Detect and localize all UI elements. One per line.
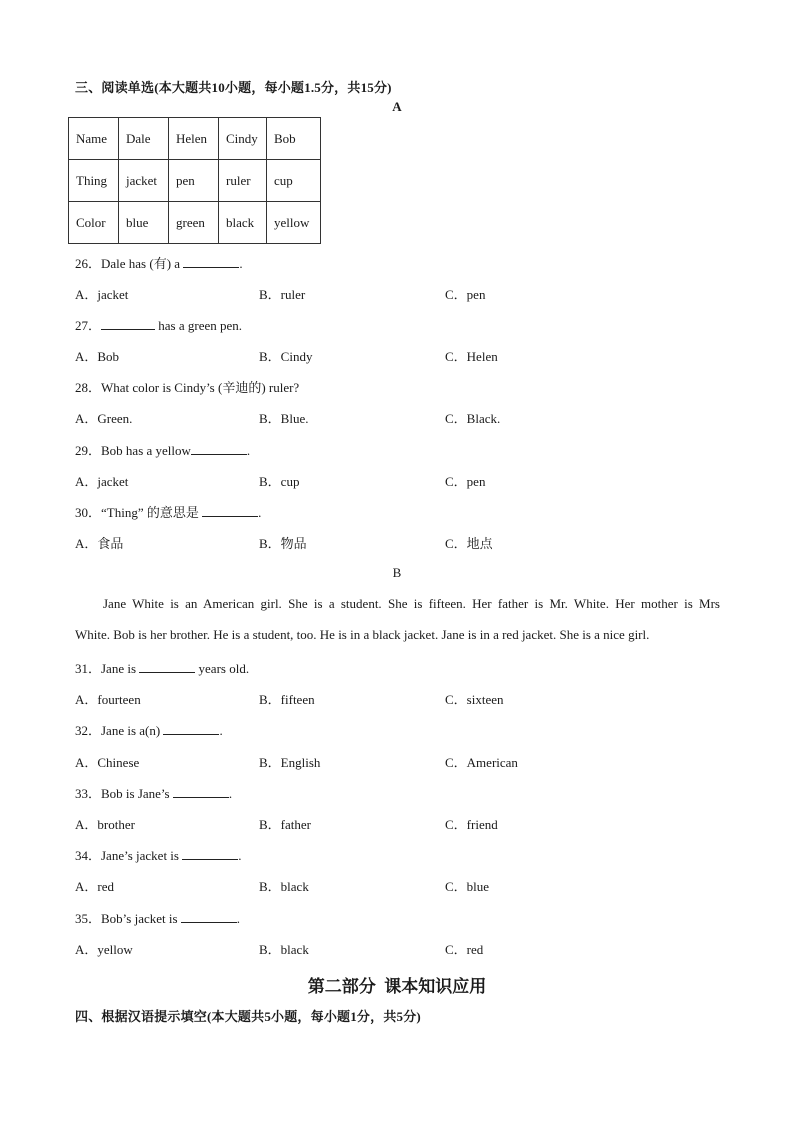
option-c: C．friend	[445, 817, 498, 832]
question-stem-end: .	[238, 848, 242, 863]
option-c: C．pen	[445, 474, 486, 489]
table-cell: yellow	[267, 202, 321, 244]
option-b: B．English	[259, 755, 321, 770]
question-stem: 30．“Thing” 的意思是	[75, 505, 203, 520]
answer-blank	[181, 910, 237, 923]
option-c: C．red	[445, 942, 484, 957]
question-29	[75, 440, 250, 459]
option-a: A．食品	[75, 536, 124, 551]
table-cell: ruler	[219, 160, 267, 202]
question-stem: 34．Jane’s jacket is	[75, 848, 183, 863]
answer-blank	[173, 785, 229, 798]
question-stem: 29．Bob has a yellow	[75, 443, 191, 458]
question-stem-end: years old.	[195, 661, 250, 676]
question-stem-end: has a green pen.	[155, 318, 243, 333]
passage-b-label: B	[392, 565, 402, 580]
question-26	[75, 253, 243, 272]
option-b: B．black	[259, 942, 309, 957]
passage-b-line-2: White. Bob is her brother. He is a student, too. He is in a black jacket. Jane is in a red jacket. She is a nice girl.	[75, 627, 650, 642]
option-a: A．jacket	[75, 474, 129, 489]
option-a: A．Bob	[75, 349, 120, 364]
option-b: B．ruler	[259, 287, 306, 302]
option-a: A．Chinese	[75, 755, 140, 770]
answer-blank	[191, 442, 247, 455]
option-b: B．物品	[259, 536, 307, 551]
table-cell: Dale	[119, 118, 169, 160]
option-a: A．jacket	[75, 287, 129, 302]
table-row	[69, 118, 321, 160]
option-c: C．sixteen	[445, 692, 504, 707]
option-a: A．fourteen	[75, 692, 141, 707]
question-stem-end: .	[219, 723, 223, 738]
option-b: B．fifteen	[259, 692, 315, 707]
table-cell: jacket	[119, 160, 169, 202]
option-c: C．American	[445, 755, 518, 770]
question-stem-end: .	[246, 443, 251, 458]
option-c: C．Helen	[445, 349, 498, 364]
question-stem-end: .	[236, 911, 241, 926]
question-stem: 31．Jane is	[75, 661, 140, 676]
table-cell: Bob	[267, 118, 321, 160]
option-b: B．cup	[259, 474, 300, 489]
question-stem: 35．Bob’s jacket is	[75, 911, 181, 926]
question-stem: 33．Bob is Jane’s	[75, 786, 173, 801]
option-b: B．Blue.	[259, 411, 309, 426]
question-27	[75, 315, 242, 334]
answer-blank	[163, 722, 219, 735]
question-34	[75, 845, 241, 864]
question-stem-end: .	[258, 505, 262, 520]
question-28	[75, 377, 299, 396]
table-row	[69, 202, 321, 244]
option-b: B．black	[259, 879, 309, 894]
answer-blank	[139, 660, 195, 673]
option-a: A．red	[75, 879, 114, 894]
answer-blank	[183, 255, 239, 268]
table-cell: Cindy	[219, 118, 267, 160]
table-cell: blue	[119, 202, 169, 244]
question-stem: 28．What color is Cindy’s (辛迪的) ruler?	[75, 380, 300, 395]
answer-blank	[202, 504, 258, 517]
question-stem: 26．Dale has (有) a	[75, 256, 184, 271]
table-cell: Color	[69, 202, 119, 244]
question-30	[75, 502, 261, 521]
part-2-title: 第二部分 课本知识应用	[307, 977, 487, 996]
section-4-heading: 四、根据汉语提示填空(本大题共5小题，每小题1分，共5分)	[75, 1009, 421, 1024]
question-stem-end: .	[228, 786, 233, 801]
answer-blank	[182, 847, 238, 860]
table-cell: Helen	[169, 118, 219, 160]
answer-blank	[101, 317, 155, 330]
table-cell: green	[169, 202, 219, 244]
question-stem: 32．Jane is a(n)	[75, 723, 164, 738]
option-c: C．Black.	[445, 411, 501, 426]
table-cell: black	[219, 202, 267, 244]
table-cell: Thing	[69, 160, 119, 202]
section-3-heading: 三、阅读单选(本大题共10小题，每小题1.5分，共15分)	[75, 80, 392, 95]
question-stem-end: .	[239, 256, 243, 271]
question-32	[75, 720, 223, 739]
passage-b-line-1: Jane White is an American girl. She is a student. She is fifteen. Her father is Mr. White. Her mother is Mrs	[103, 596, 720, 611]
option-a: A．yellow	[75, 942, 133, 957]
option-c: C．pen	[445, 287, 486, 302]
passage-a-label: A	[392, 99, 402, 114]
info-table	[68, 117, 321, 244]
question-35	[75, 908, 240, 927]
question-31	[75, 658, 249, 677]
table-cell: pen	[169, 160, 219, 202]
option-a: A．brother	[75, 817, 135, 832]
table-cell: cup	[267, 160, 321, 202]
option-c: C．地点	[445, 536, 493, 551]
table-cell: Name	[69, 118, 119, 160]
option-a: A．Green.	[75, 411, 133, 426]
question-33	[75, 783, 232, 802]
option-b: B．Cindy	[259, 349, 313, 364]
option-c: C．blue	[445, 879, 490, 894]
question-stem: 27．	[75, 318, 102, 333]
table-row	[69, 160, 321, 202]
option-b: B．father	[259, 817, 311, 832]
